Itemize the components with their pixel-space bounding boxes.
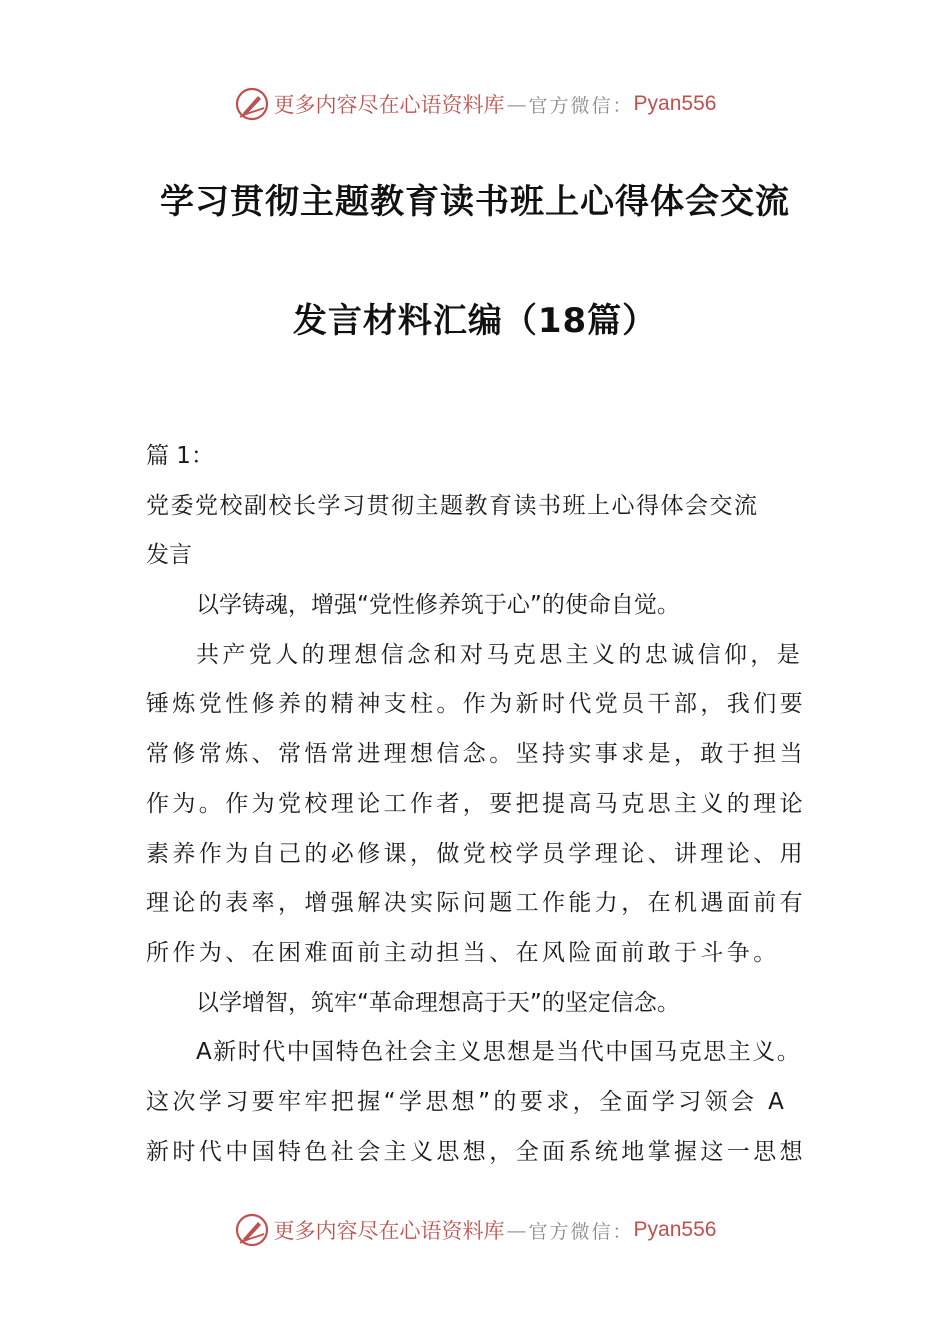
header-watermark <box>0 84 950 124</box>
document-title-line-1: 学习贯彻主题教育读书班上心得体会交流 <box>160 182 790 222</box>
document-title-line-2: 发言材料汇编（18篇） <box>292 301 658 341</box>
watermark-wechat-id: Pyan556 <box>633 92 717 115</box>
footer-watermark <box>0 1210 950 1250</box>
paragraph-line: A新时代中国特色社会主义思想是当代中国马克思主义。 <box>196 1039 802 1066</box>
pen-logo-icon <box>234 86 270 122</box>
watermark-site-text: 更多内容尽在心语资料库 <box>273 1219 505 1243</box>
paragraph-line: 作为。作为党校理论工作者，要把提高马克思主义的理论 <box>146 790 806 817</box>
paragraph-line: 理论的表率，增强解决实际问题工作能力，在机遇面前有 <box>146 890 806 917</box>
subheading-2: 以学增智，筑牢“革命理想高于天”的坚定信念。 <box>196 989 680 1016</box>
document-body <box>146 432 826 1177</box>
watermark-site-text: 更多内容尽在心语资料库 <box>273 93 505 117</box>
subheading-1: 以学铸魂，增强“党性修养筑于心”的使命自觉。 <box>196 592 680 619</box>
watermark-separator: — <box>506 92 527 116</box>
paragraph-line: 共产党人的理想信念和对马克思主义的忠诚信仰，是 <box>196 641 804 668</box>
paragraph-line: 这次学习要牢牢把握“学思想”的要求，全面学习领会 A <box>146 1088 788 1115</box>
article-heading-continued: 发言 <box>146 542 192 569</box>
pen-logo-icon <box>234 1212 270 1248</box>
article-heading: 党委党校副校长学习贯彻主题教育读书班上心得体会交流 <box>146 492 759 519</box>
paragraph-line: 锤炼党性修养的精神支柱。作为新时代党员干部，我们要 <box>146 691 806 718</box>
watermark-separator: — <box>506 1218 527 1242</box>
watermark-wechat-label: 官方微信： <box>528 1220 634 1243</box>
section-label: 篇 1： <box>146 443 214 469</box>
paragraph-line: 素养作为自己的必修课，做党校学员学理论、讲理论、用 <box>146 840 806 867</box>
watermark-wechat-id: Pyan556 <box>633 1218 717 1241</box>
watermark-wechat-label: 官方微信： <box>528 94 634 117</box>
paragraph-line: 所作为、在困难面前主动担当、在风险面前敢于斗争。 <box>146 939 780 966</box>
paragraph-line: 常修常炼、常悟常进理想信念。坚持实事求是，敢于担当 <box>146 741 806 768</box>
paragraph-line: 新时代中国特色社会主义思想，全面系统地掌握这一思想 <box>146 1138 806 1165</box>
